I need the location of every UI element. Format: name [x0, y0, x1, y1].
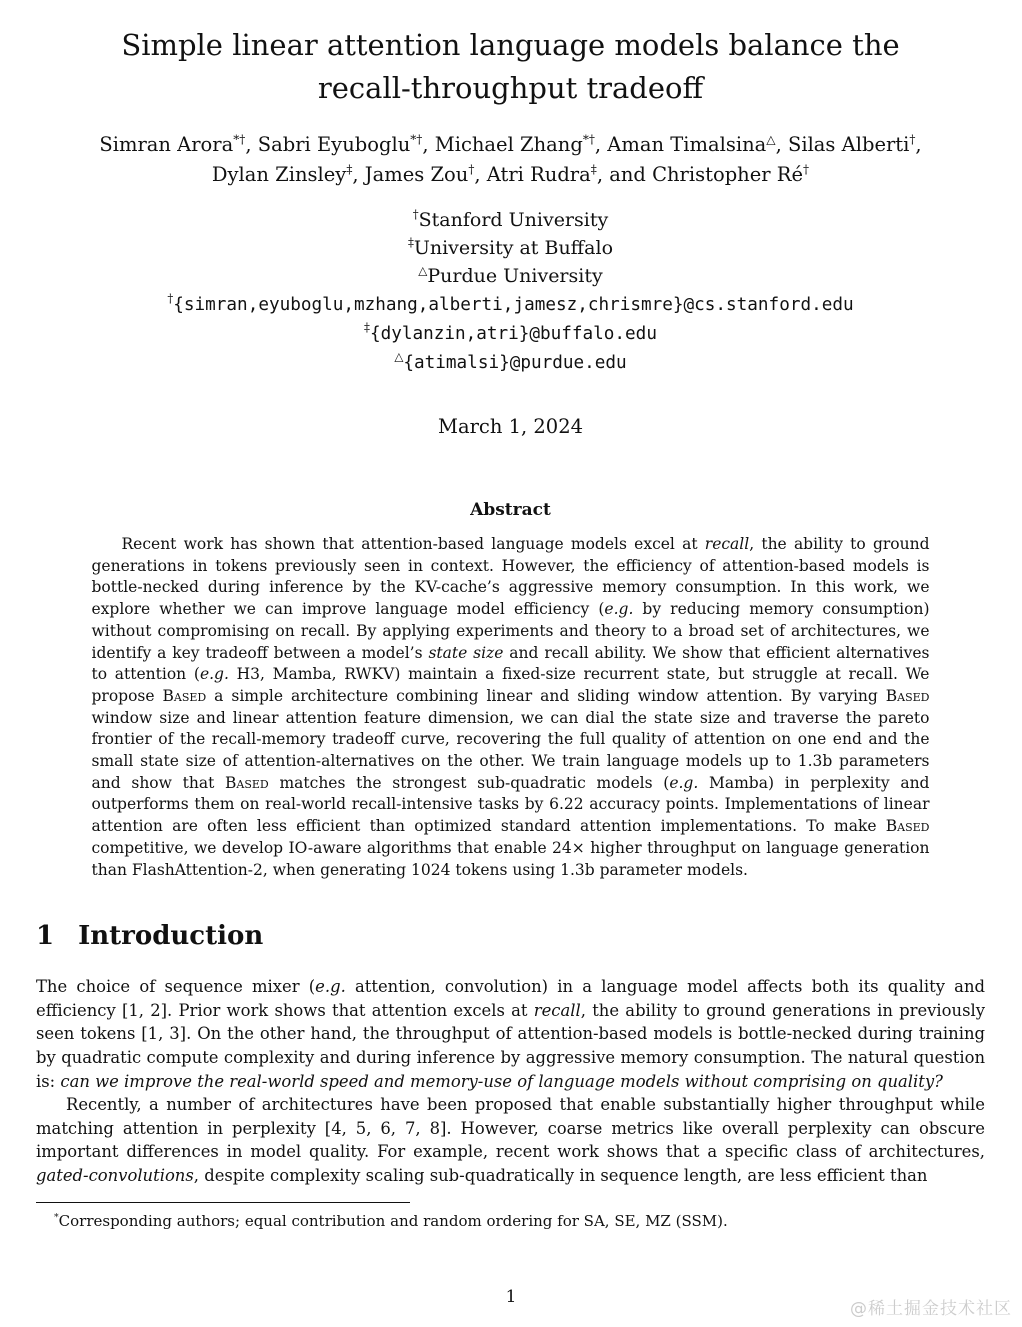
section-title: Introduction [78, 921, 264, 952]
page-number: 1 [505, 1287, 517, 1307]
footnote-rule [36, 1202, 410, 1203]
abstract-heading: Abstract [470, 500, 551, 520]
paper-title-line2: recall-throughput tradeoff [317, 71, 704, 105]
section-number: 1 [36, 921, 55, 952]
affiliation-stanford: †Stanford University [412, 207, 609, 231]
affiliation-list [36, 206, 985, 290]
author-line-2: Dylan Zinsley‡, James Zou†, Atri Rudra‡, and Christopher Ré† [211, 162, 810, 186]
footnote-text: *Corresponding authors; equal contribution and random ordering for SA, SE, MZ (SSM). [54, 1211, 728, 1230]
email-list [36, 290, 985, 377]
section-heading-introduction [36, 921, 985, 951]
introduction-paragraph-2: Recently, a number of architectures have been proposed that enable substantially higher throughput while matching attention in perplexity [4, 5, 6, 7, 8]. However, coarse metrics like overall perplexity can obscure important differences in model quality. For example, recent work shows that a specific class of architectures, gated-convolutions, despite complexity scaling sub-quadratically in sequence length, are less efficient than [36, 1095, 985, 1185]
email-purdue: △{atimalsi}@purdue.edu [394, 349, 627, 373]
paper-date: March 1, 2024 [437, 415, 584, 438]
abstract-body: Recent work has shown that attention-based language models excel at recall, the ability to ground generations in tokens previously seen in context. However, the efficiency of attention-based models is bottle-necked during inference by the KV-cache’s aggressive memory consumption. In this work, we explore whether we can improve language model efficiency (e.g. by reducing memory consumption) without compromising on recall. By applying experiments and theory to a broad set of architectures, we identify a key tradeoff between a model’s state size and recall ability. We show that efficient alternatives to attention (e.g. H3, Mamba, RWKV) maintain a fixed-size recurrent state, but struggle at recall. We propose Based a simple architecture combining linear and sliding window attention. By varying Based window size and linear attention feature dimension, we can dial the state size and traverse the pareto frontier of the recall-memory tradeoff curve, recovering the full quality of attention on one end and the small state size of attention-alternatives on the other. We train language models up to 1.3b parameters and show that Based matches the strongest sub-quadratic models (e.g. Mamba) in perplexity and outperforms them on real-world recall-intensive tasks by 6.22 accuracy points. Implementations of linear attention are often less efficient than optimized standard attention implementations. To make Based competitive, we develop IO-aware algorithms that enable 24× higher throughput on language generation than FlashAttention-2, when generating 1024 tokens using 1.3b parameter models. [91, 535, 930, 879]
email-buffalo: ‡{dylanzin,atri}@buffalo.edu [364, 320, 657, 344]
affiliation-buffalo: ‡University at Buffalo [407, 235, 614, 259]
paper-title-line1: Simple linear attention language models balance the [121, 28, 900, 62]
paper-title [36, 24, 985, 110]
author-list [36, 130, 985, 190]
introduction-paragraph-1: The choice of sequence mixer (e.g. attention, convolution) in a language model affects both its quality and efficiency [1, 2]. Prior work shows that attention excels at recall, the ability to ground generations in previously seen tokens [1, 3]. On the other hand, the throughput of attention-based models is bottle-necked during training by quadratic compute complexity and during inference by aggressive memory consumption. The natural question is: can we improve the real-world speed and memory-use of language models without comprising on quality? [36, 977, 985, 1091]
author-line-1: Simran Arora*†, Sabri Eyuboglu*†, Michael Zhang*†, Aman Timalsina△, Silas Alberti†, [99, 132, 922, 156]
email-stanford: †{simran,eyuboglu,mzhang,alberti,jamesz,chrismre}@cs.stanford.edu [167, 291, 854, 315]
watermark: @稀土掘金技术社区 [850, 1299, 1012, 1319]
affiliation-purdue: △Purdue University [418, 263, 603, 287]
